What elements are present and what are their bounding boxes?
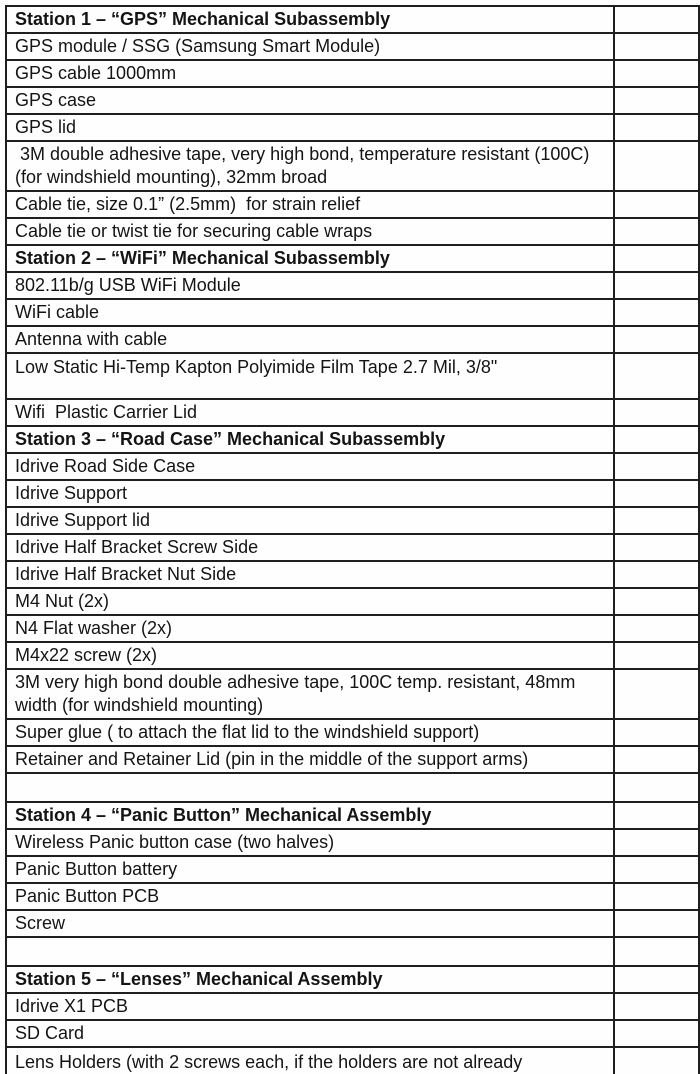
item-label xyxy=(6,773,614,802)
check-cell xyxy=(614,245,699,272)
item-label xyxy=(6,937,614,966)
check-cell xyxy=(614,426,699,453)
item-row xyxy=(6,642,699,669)
item-label: 3M very high bond double adhesive tape, 100C temp. resistant, 48mm width (for windshield mounting) xyxy=(6,669,614,719)
table-body xyxy=(6,6,699,1074)
section-header-label: Station 2 – “WiFi” Mechanical Subassembly xyxy=(6,245,614,272)
check-cell xyxy=(614,937,699,966)
item-label: Wifi Plastic Carrier Lid xyxy=(6,399,614,426)
item-row xyxy=(6,114,699,141)
item-label: GPS cable 1000mm xyxy=(6,60,614,87)
item-row xyxy=(6,191,699,218)
check-cell xyxy=(614,453,699,480)
item-row xyxy=(6,453,699,480)
item-row xyxy=(6,141,699,191)
check-cell xyxy=(614,588,699,615)
item-label: Idrive Support xyxy=(6,480,614,507)
item-row xyxy=(6,399,699,426)
check-cell xyxy=(614,33,699,60)
item-label: Lens Holders (with 2 screws each, if the holders are not already xyxy=(6,1047,614,1074)
item-label: GPS lid xyxy=(6,114,614,141)
section-header-label: Station 5 – “Lenses” Mechanical Assembly xyxy=(6,966,614,993)
item-row xyxy=(6,33,699,60)
item-row xyxy=(6,883,699,910)
check-cell xyxy=(614,856,699,883)
check-cell xyxy=(614,1020,699,1047)
item-label: M4 Nut (2x) xyxy=(6,588,614,615)
item-row xyxy=(6,534,699,561)
item-label: Idrive X1 PCB xyxy=(6,993,614,1020)
check-cell xyxy=(614,353,699,399)
check-cell xyxy=(614,191,699,218)
check-cell xyxy=(614,993,699,1020)
item-label: GPS module / SSG (Samsung Smart Module) xyxy=(6,33,614,60)
item-row xyxy=(6,299,699,326)
check-cell xyxy=(614,326,699,353)
item-row xyxy=(6,856,699,883)
section-header-label: Station 1 – “GPS” Mechanical Subassembly xyxy=(6,6,614,33)
check-cell xyxy=(614,773,699,802)
item-label: Idrive Road Side Case xyxy=(6,453,614,480)
item-label: Retainer and Retainer Lid (pin in the middle of the support arms) xyxy=(6,746,614,773)
item-label: Super glue ( to attach the flat lid to the windshield support) xyxy=(6,719,614,746)
section-header-row xyxy=(6,802,699,829)
section-header-label: Station 3 – “Road Case” Mechanical Subassembly xyxy=(6,426,614,453)
item-label: Idrive Support lid xyxy=(6,507,614,534)
check-cell xyxy=(614,507,699,534)
check-cell xyxy=(614,6,699,33)
item-row xyxy=(6,993,699,1020)
check-cell xyxy=(614,883,699,910)
item-label: Cable tie, size 0.1” (2.5mm) for strain relief xyxy=(6,191,614,218)
check-cell xyxy=(614,829,699,856)
check-cell xyxy=(614,966,699,993)
item-row xyxy=(6,669,699,719)
check-cell xyxy=(614,910,699,937)
section-header-row xyxy=(6,6,699,33)
section-header-row xyxy=(6,426,699,453)
item-row xyxy=(6,910,699,937)
section-header-label: Station 4 – “Panic Button” Mechanical Assembly xyxy=(6,802,614,829)
item-row xyxy=(6,719,699,746)
check-cell xyxy=(614,719,699,746)
check-cell xyxy=(614,299,699,326)
item-label: 3M double adhesive tape, very high bond, temperature resistant (100C) (for windshield mounting), 32mm broad xyxy=(6,141,614,191)
spacer-row xyxy=(6,937,699,966)
check-cell xyxy=(614,615,699,642)
item-label: SD Card xyxy=(6,1020,614,1047)
item-label: N4 Flat washer (2x) xyxy=(6,615,614,642)
item-label: Panic Button PCB xyxy=(6,883,614,910)
item-row xyxy=(6,326,699,353)
item-label: Idrive Half Bracket Screw Side xyxy=(6,534,614,561)
item-row xyxy=(6,588,699,615)
item-row xyxy=(6,87,699,114)
check-cell xyxy=(614,669,699,719)
item-label: WiFi cable xyxy=(6,299,614,326)
item-label: 802.11b/g USB WiFi Module xyxy=(6,272,614,299)
section-header-row xyxy=(6,966,699,993)
item-label: M4x22 screw (2x) xyxy=(6,642,614,669)
item-label: Cable tie or twist tie for securing cable wraps xyxy=(6,218,614,245)
item-row xyxy=(6,272,699,299)
section-header-row xyxy=(6,245,699,272)
check-cell xyxy=(614,218,699,245)
check-cell xyxy=(614,141,699,191)
item-label: Panic Button battery xyxy=(6,856,614,883)
item-row xyxy=(6,353,699,399)
item-label: Wireless Panic button case (two halves) xyxy=(6,829,614,856)
item-row xyxy=(6,829,699,856)
check-cell xyxy=(614,87,699,114)
check-cell xyxy=(614,802,699,829)
item-label: GPS case xyxy=(6,87,614,114)
check-cell xyxy=(614,114,699,141)
check-cell xyxy=(614,746,699,773)
check-cell xyxy=(614,1047,699,1074)
spacer-row xyxy=(6,773,699,802)
check-cell xyxy=(614,399,699,426)
check-cell xyxy=(614,642,699,669)
item-row xyxy=(6,746,699,773)
item-label: Low Static Hi-Temp Kapton Polyimide Film Tape 2.7 Mil, 3/8" xyxy=(6,353,614,399)
item-row xyxy=(6,218,699,245)
item-label: Screw xyxy=(6,910,614,937)
item-row xyxy=(6,507,699,534)
item-row xyxy=(6,1047,699,1074)
check-cell xyxy=(614,272,699,299)
item-row xyxy=(6,1020,699,1047)
item-row xyxy=(6,60,699,87)
check-cell xyxy=(614,480,699,507)
bill-of-materials-table xyxy=(5,5,700,1074)
item-row xyxy=(6,480,699,507)
item-label: Antenna with cable xyxy=(6,326,614,353)
item-row xyxy=(6,615,699,642)
check-cell xyxy=(614,534,699,561)
check-cell xyxy=(614,561,699,588)
check-cell xyxy=(614,60,699,87)
item-row xyxy=(6,561,699,588)
item-label: Idrive Half Bracket Nut Side xyxy=(6,561,614,588)
